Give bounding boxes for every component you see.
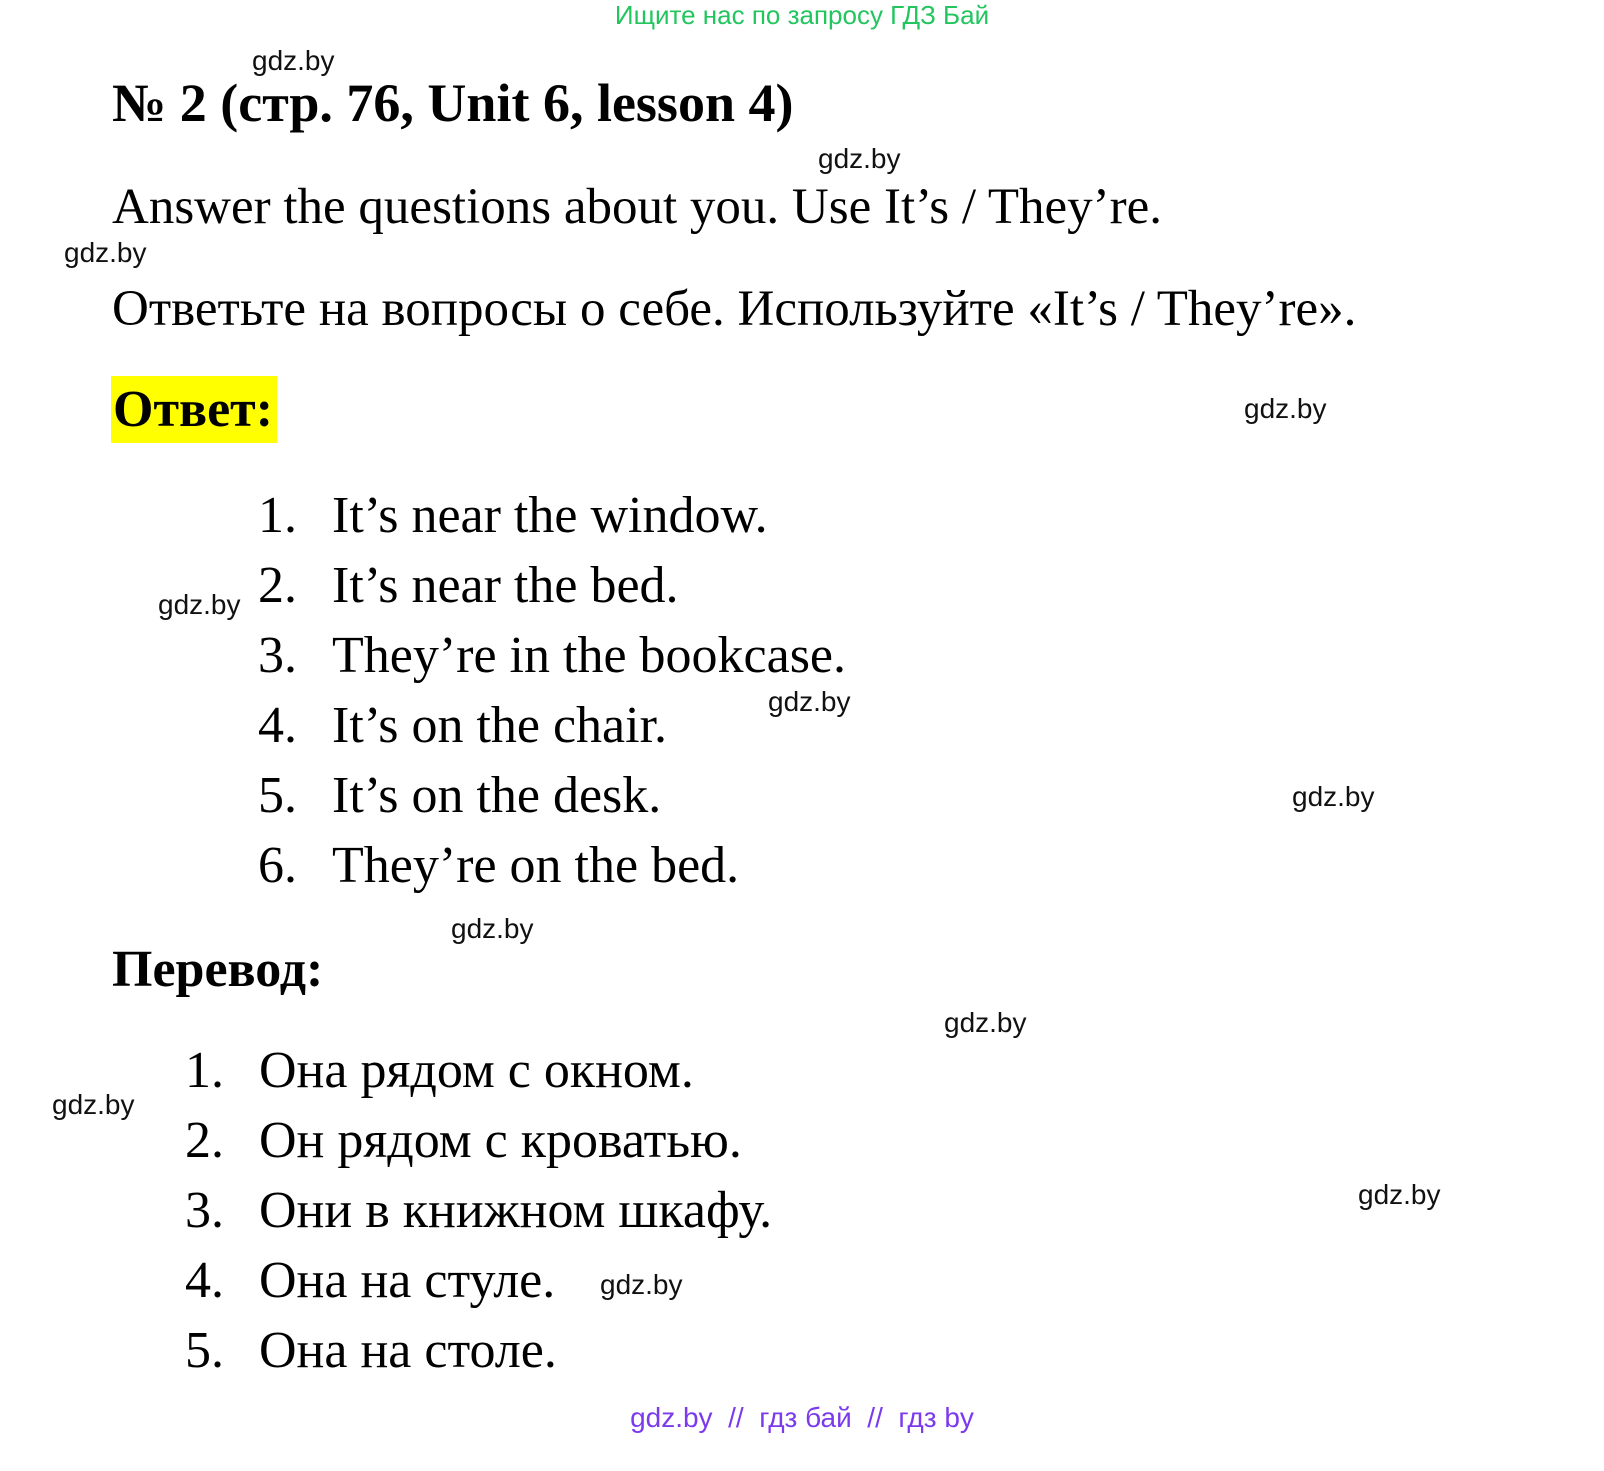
- watermark: gdz.by: [768, 686, 851, 717]
- item-number: 1.: [185, 1042, 224, 1099]
- item-number: 1.: [258, 487, 297, 544]
- item-text: Они в книжном шкафу.: [259, 1182, 773, 1239]
- item-number: 5.: [185, 1322, 224, 1379]
- watermark: gdz.by: [252, 45, 335, 76]
- item-text: It’s near the bed.: [332, 557, 679, 614]
- watermark: gdz.by: [158, 589, 241, 620]
- item-number: 3.: [258, 627, 297, 684]
- answer-heading: Ответ:: [111, 376, 277, 443]
- translation-heading: Перевод:: [112, 941, 324, 998]
- watermark: gdz.by: [600, 1269, 683, 1300]
- top-banner[interactable]: Ищите нас по запросу ГДЗ Бай: [614, 0, 990, 30]
- item-number: 4.: [258, 697, 297, 754]
- watermark: gdz.by: [944, 1007, 1027, 1038]
- item-number: 6.: [258, 837, 297, 894]
- watermark: gdz.by: [451, 913, 534, 944]
- item-text: Он рядом с кроватью.: [259, 1112, 742, 1169]
- item-text: They’re in the bookcase.: [332, 627, 847, 684]
- item-text: It’s on the chair.: [332, 697, 668, 754]
- item-text: Она на стуле.: [259, 1252, 556, 1309]
- instruction-ru: Ответьте на вопросы о себе. Используйте «It’s / They’re».: [112, 281, 1357, 337]
- watermark: gdz.by: [52, 1089, 135, 1120]
- watermark: gdz.by: [818, 143, 901, 174]
- item-number: 5.: [258, 767, 297, 824]
- watermark: gdz.by: [1358, 1179, 1441, 1210]
- instruction-en: Answer the questions about you. Use It’s / They’re.: [112, 179, 1163, 235]
- watermark: gdz.by: [1244, 393, 1327, 424]
- item-text: It’s on the desk.: [332, 767, 662, 824]
- item-number: 3.: [185, 1182, 224, 1239]
- item-text: Она на столе.: [259, 1322, 557, 1379]
- item-text: They’re on the bed.: [332, 837, 740, 894]
- item-number: 2.: [185, 1112, 224, 1169]
- item-number: 4.: [185, 1252, 224, 1309]
- watermark: gdz.by: [64, 237, 147, 268]
- page-title: № 2 (стр. 76, Unit 6, lesson 4): [112, 73, 794, 133]
- bottom-links[interactable]: gdz.by // гдз бай // гдз by: [630, 1402, 974, 1433]
- item-text: It’s near the window.: [332, 487, 768, 544]
- item-text: Она рядом с окном.: [259, 1042, 694, 1099]
- watermark: gdz.by: [1292, 781, 1375, 812]
- item-number: 2.: [258, 557, 297, 614]
